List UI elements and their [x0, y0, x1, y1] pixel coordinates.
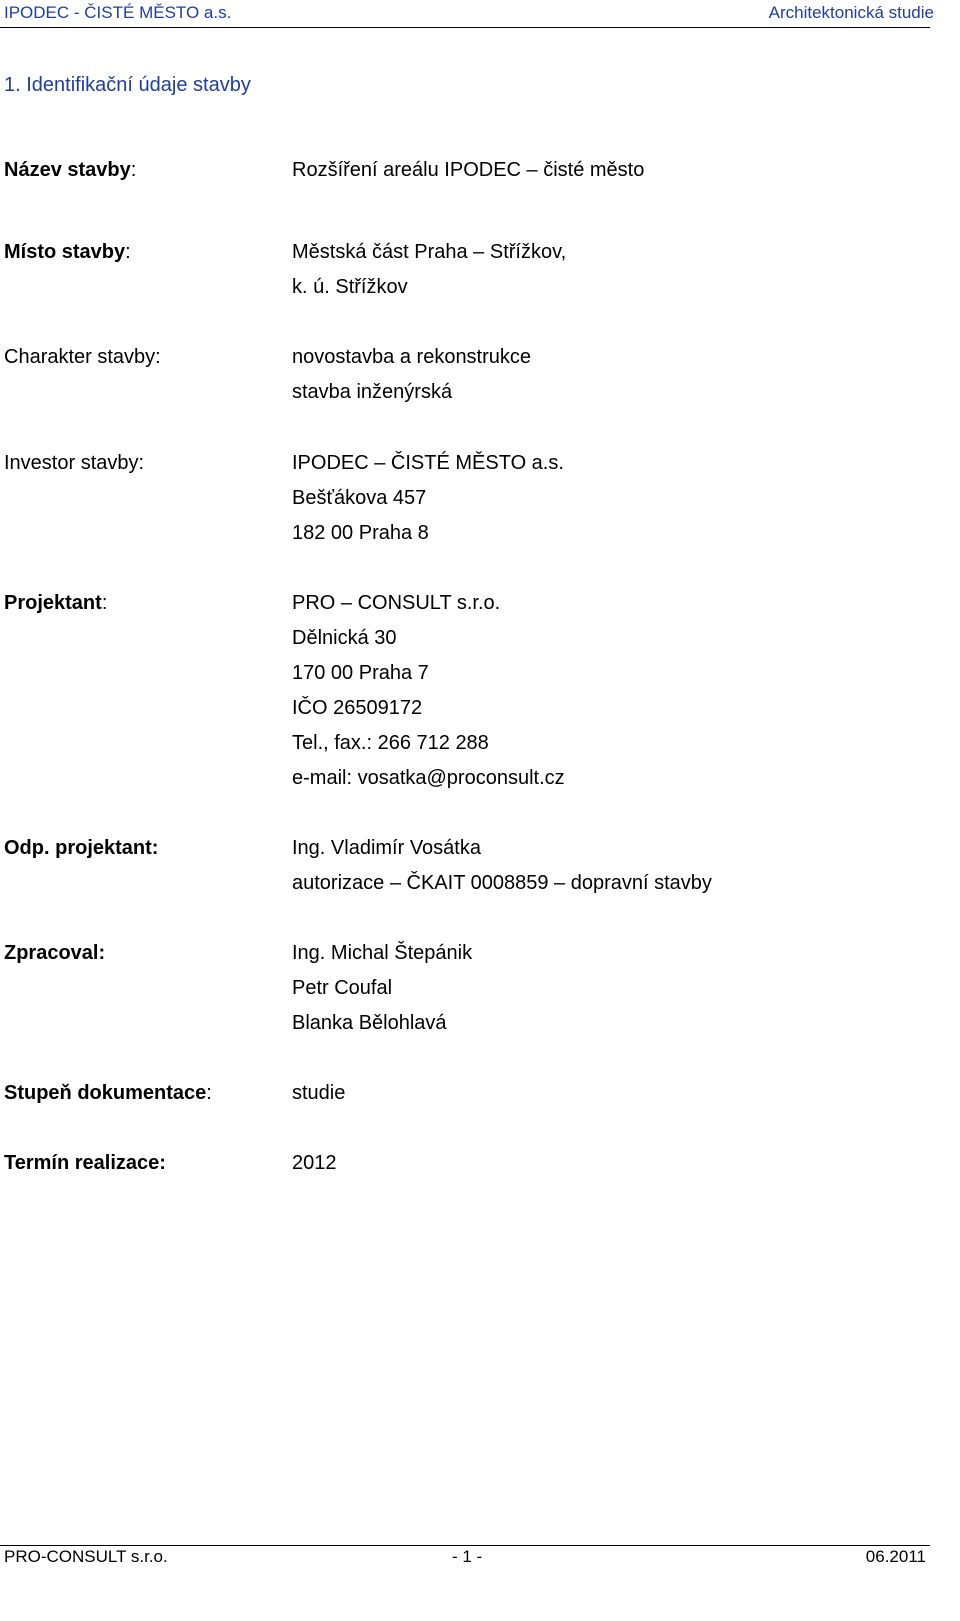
value-misto: [292, 235, 566, 305]
label-zpracoval-bold: Zpracoval:: [4, 942, 106, 964]
label-stupen-rest: :: [206, 1082, 212, 1104]
value-odp: [292, 831, 712, 901]
value-zpracoval: [292, 936, 472, 1041]
label-odp: [4, 837, 158, 860]
label-zpracoval: [4, 942, 105, 965]
label-projektant-rest: :: [101, 592, 108, 614]
label-misto: [4, 241, 131, 264]
label-misto-rest: :: [125, 241, 131, 263]
value-investor: [292, 446, 564, 551]
label-nazev-rest: :: [130, 159, 137, 181]
label-projektant: [4, 592, 107, 615]
value-investor-line: Bešťákova 457: [292, 487, 427, 509]
value-investor-line: 182 00 Praha 8: [292, 522, 429, 544]
value-misto-line: Městská část Praha – Střížkov,: [292, 241, 567, 263]
value-zpracoval-line: Petr Coufal: [292, 977, 393, 999]
label-investor: [4, 452, 144, 475]
value-odp-line: Ing. Vladimír Vosátka: [292, 837, 481, 859]
value-termin-line: 2012: [292, 1152, 337, 1174]
label-nazev: [4, 159, 136, 182]
label-misto-bold: Místo stavby: [4, 241, 126, 263]
label-investor-rest: Investor stavby:: [4, 452, 145, 474]
label-nazev-bold: Název stavby: [4, 159, 131, 181]
value-odp-line: autorizace – ČKAIT 0008859 – dopravní stavby: [292, 872, 712, 894]
value-investor-line: IPODEC – ČISTÉ MĚSTO a.s.: [292, 452, 564, 474]
value-projektant-email: e-mail: vosatka@proconsult.cz: [292, 767, 565, 789]
value-termin: [292, 1146, 337, 1181]
header-doc-type: Architektonická studie: [768, 3, 934, 22]
label-projektant-bold: Projektant: [4, 592, 102, 614]
value-stupen-line: studie: [292, 1082, 346, 1104]
label-termin-bold: Termín realizace:: [4, 1152, 166, 1174]
value-stupen: [292, 1076, 345, 1111]
value-nazev-line: Rozšíření areálu IPODEC – čisté město: [292, 159, 645, 181]
value-nazev: [292, 153, 644, 188]
value-zpracoval-line: Blanka Bělohlavá: [292, 1012, 447, 1034]
footer-date: 06.2011: [865, 1547, 926, 1566]
footer-divider: [0, 1545, 930, 1546]
label-stupen: [4, 1082, 212, 1105]
value-projektant-line: Dělnická 30: [292, 627, 397, 649]
value-projektant-line: 170 00 Praha 7: [292, 662, 429, 684]
label-odp-bold: Odp. projektant:: [4, 837, 159, 859]
header-company: IPODEC - ČISTÉ MĚSTO a.s.: [4, 3, 232, 22]
value-projektant-line: Tel., fax.: 266 712 288: [292, 732, 489, 754]
label-termin: [4, 1152, 166, 1175]
label-charakter-rest: Charakter stavby:: [4, 346, 161, 368]
footer-page-number: - 1 -: [452, 1547, 483, 1566]
value-projektant-line: PRO – CONSULT s.r.o.: [292, 592, 501, 614]
value-zpracoval-line: Ing. Michal Štepánik: [292, 942, 473, 964]
value-charakter-line: novostavba a rekonstrukce: [292, 346, 532, 368]
value-charakter: [292, 340, 531, 410]
label-charakter: [4, 346, 161, 369]
value-projektant-line: IČO 26509172: [292, 697, 423, 719]
section-title: 1. Identifikační údaje stavby: [4, 74, 251, 96]
header-divider: [0, 27, 930, 28]
footer-company: PRO-CONSULT s.r.o.: [4, 1547, 168, 1566]
value-projektant: [292, 586, 565, 796]
value-misto-line: k. ú. Střížkov: [292, 276, 408, 298]
value-charakter-line: stavba inženýrská: [292, 381, 453, 403]
label-stupen-bold: Stupeň dokumentace: [4, 1082, 207, 1104]
